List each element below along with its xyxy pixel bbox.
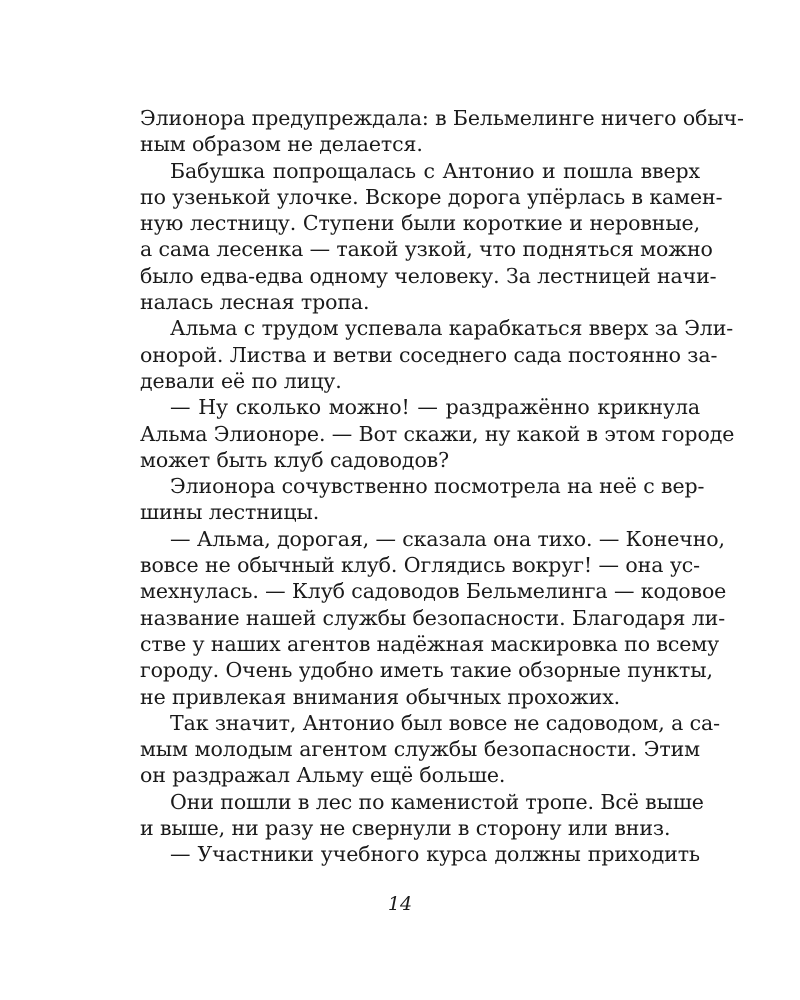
- text-line: он раздражал Альму ещё больше.: [140, 763, 506, 788]
- text-line: и выше, ни разу не свернули в сторону или вниз.: [140, 816, 671, 841]
- text-line: ным образом не делается.: [140, 132, 423, 157]
- text-line: налась лесная тропа.: [140, 290, 370, 315]
- text-line: может быть клуб садоводов?: [140, 447, 450, 472]
- text-line: стве у наших агентов надёжная маскировка по всему: [140, 631, 720, 656]
- text-line: Элионора сочувственно посмотрела на неё с вер-: [170, 474, 705, 499]
- text-line: Элионора предупреждала: в Бельмелинге ничего обыч-: [140, 106, 744, 130]
- text-line: мехнулась. — Клуб садоводов Бельмелинга — кодовое: [140, 579, 727, 604]
- text-line: по узенькой улочке. Вскоре дорога упёрлась в камен-: [140, 184, 723, 209]
- text-line: название нашей службы безопасности. Благодаря ли-: [140, 605, 726, 630]
- text-line: мым молодым агентом службы безопасности. Этим: [140, 737, 700, 762]
- text-line: было едва-едва одному человеку. За лестницей начи-: [140, 263, 717, 288]
- text-line: Альма с трудом успевала карабкаться вверх за Эли-: [170, 316, 734, 341]
- text-line: а сама лесенка — такой узкой, что подняться можно: [140, 237, 713, 262]
- text-line: онорой. Листва и ветви соседнего сада постоянно за-: [140, 342, 718, 367]
- text-line: — Ну сколько можно! — раздражённо крикнула: [170, 395, 700, 420]
- page-text-block: [140, 105, 744, 868]
- text-line: ную лестницу. Ступени были короткие и неровные,: [140, 211, 700, 236]
- text-line: Альма Элионоре. — Вот скажи, ну какой в этом городе: [140, 421, 735, 446]
- text-line: Так значит, Антонио был вовсе не садоводом, а са-: [170, 710, 720, 735]
- text-line: городу. Очень удобно иметь такие обзорные пункты,: [140, 658, 713, 683]
- text-line: шины лестницы.: [140, 500, 320, 525]
- text-line: — Участники учебного курса должны приходить: [170, 842, 700, 867]
- text-line: девали её по лицу.: [140, 368, 342, 393]
- page-number: 14: [387, 893, 413, 915]
- text-line: не привлекая внимания обычных прохожих.: [140, 684, 621, 709]
- text-line: Бабушка попрощалась с Антонио и пошла вверх: [170, 158, 700, 183]
- text-line: вовсе не обычный клуб. Оглядись вокруг! — она ус-: [140, 553, 700, 578]
- text-line: Они пошли в лес по каменистой тропе. Всё выше: [170, 789, 704, 814]
- text-line: — Альма, дорогая, — сказала она тихо. — Конечно,: [170, 526, 725, 551]
